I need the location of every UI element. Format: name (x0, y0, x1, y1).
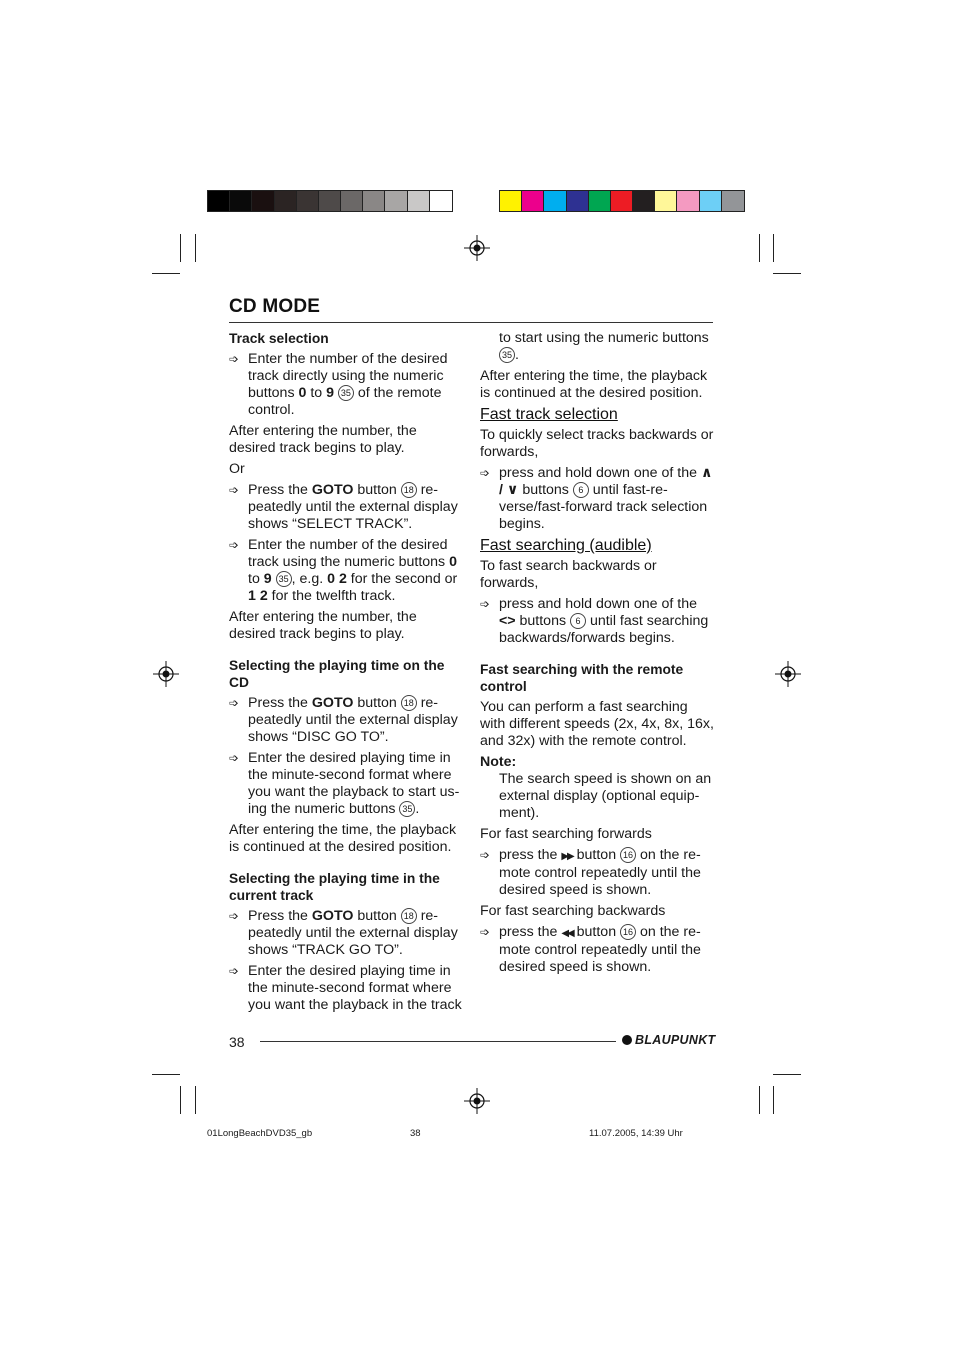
arrow-bullet-icon: ➩ (229, 483, 240, 497)
continued-instruction: to start using the numeric buttons 35 . (499, 330, 709, 363)
color-swatch (341, 191, 363, 211)
left-right-arrow-icon: <> (499, 613, 516, 629)
heading-fast-track-selection: Fast track selection (480, 406, 618, 423)
arrow-bullet-icon: ➩ (480, 925, 491, 939)
crop-mark (152, 273, 180, 274)
paragraph: Or (229, 461, 245, 477)
instruction-item: ➩ Enter the number of the desired track using the numeric buttons 0 to 9 35 , e.g. 0 2 for the second or 1 2 for the twelfth track. (229, 537, 458, 604)
color-swatch (544, 191, 566, 211)
color-swatch (611, 191, 633, 211)
heading-fast-searching-audible: Fast searching (audible) (480, 537, 652, 554)
footer-rule (260, 1041, 616, 1042)
instruction-item: ➩ press the ◀◀ button 16 on the re-mote control repeatedly until the desired speed is shown. (480, 924, 701, 975)
brand-logo: BLAUPUNKT (622, 1033, 715, 1047)
registration-mark-icon (464, 1088, 490, 1114)
note-label: Note: (480, 754, 517, 770)
heading-track-selection: Track selection (229, 331, 329, 346)
instruction-item: ➩ press and hold down one of the ∧ / ∨ buttons 6 until fast-re-verse/fast-forward track selection begins. (480, 465, 713, 532)
heading-remote-fast-search: Fast searching with the remote control (480, 662, 684, 694)
color-swatch (522, 191, 544, 211)
button-number-badge: 6 (573, 482, 589, 498)
registration-mark-icon (153, 661, 179, 687)
color-calibration-bar (499, 190, 745, 212)
color-swatch (567, 191, 589, 211)
crop-mark (180, 234, 181, 262)
instruction-item: ➩ Press the GOTO button 18 re-peatedly until the external display shows “DISC GO TO”. (229, 695, 458, 745)
color-swatch (408, 191, 430, 211)
crop-mark (759, 234, 760, 262)
page-title: CD MODE (229, 296, 321, 317)
crop-mark (152, 1074, 180, 1075)
right-column (480, 330, 716, 980)
logo-dot-icon (622, 1035, 632, 1045)
instruction-item: ➩ Press the GOTO button 18 re-peatedly until the external display shows “SELECT TRACK”. (229, 482, 458, 532)
color-swatch (722, 191, 744, 211)
paragraph: For fast searching backwards (480, 903, 666, 919)
paragraph: After entering the number, the desired track begins to play. (229, 423, 417, 456)
instruction-item: ➩ press and hold down one of the <> buttons 6 until fast searching backwards/forwards begins. (480, 596, 709, 646)
slug-filename: 01LongBeachDVD35_gb (207, 1128, 313, 1139)
button-number-badge: 16 (620, 924, 636, 940)
arrow-bullet-icon: ➩ (480, 466, 491, 480)
arrow-bullet-icon: ➩ (229, 352, 240, 366)
color-swatch (677, 191, 699, 211)
arrow-bullet-icon: ➩ (480, 848, 491, 862)
grayscale-color-bar (207, 190, 453, 212)
arrow-bullet-icon: ➩ (229, 964, 240, 978)
slug-page: 38 (410, 1128, 421, 1139)
color-swatch (430, 191, 452, 211)
instruction-item: ➩ Press the GOTO button 18 re-peatedly until the external display shows “TRACK GO TO”. (229, 908, 458, 958)
color-swatch (208, 191, 230, 211)
button-number-badge: 18 (401, 695, 417, 711)
color-swatch (633, 191, 655, 211)
instruction-item: ➩ Enter the desired playing time in the minute-second format where you want the playback to start us-ing the numeric buttons 35 . (229, 750, 460, 817)
paragraph: You can perform a fast searching with different speeds (2x, 4x, 8x, 16x, and 32x) with the remote control. (480, 699, 714, 749)
crop-mark (773, 1074, 801, 1075)
color-swatch (319, 191, 341, 211)
paragraph: After entering the time, the playback is continued at the desired position. (229, 822, 457, 855)
color-swatch (230, 191, 252, 211)
registration-mark-icon (464, 235, 490, 261)
color-swatch (589, 191, 611, 211)
crop-mark (195, 234, 196, 262)
button-number-badge: 35 (399, 801, 415, 817)
color-swatch (700, 191, 722, 211)
crop-mark (773, 273, 801, 274)
button-number-badge: 18 (401, 908, 417, 924)
page-number: 38 (229, 1034, 245, 1050)
arrow-bullet-icon: ➩ (229, 909, 240, 923)
instruction-item: ➩ press the ▶▶ button 16 on the re-mote control repeatedly until the desired speed is shown. (480, 847, 701, 898)
instruction-item: ➩ Enter the number of the desired track directly using the numeric buttons 0 to 9 35 of the remote control. (229, 351, 448, 418)
color-swatch (500, 191, 522, 211)
arrow-bullet-icon: ➩ (229, 751, 240, 765)
up-down-arrow-icon: ∧ / ∨ (499, 465, 713, 498)
rewind-icon: ◀◀ (561, 928, 573, 939)
color-swatch (363, 191, 385, 211)
left-column (229, 330, 465, 1018)
paragraph: After entering the number, the desired track begins to play. (229, 609, 417, 642)
arrow-bullet-icon: ➩ (229, 538, 240, 552)
arrow-bullet-icon: ➩ (480, 597, 491, 611)
crop-mark (180, 1086, 181, 1114)
color-swatch (297, 191, 319, 211)
button-number-badge: 6 (570, 613, 586, 629)
crop-mark (773, 1086, 774, 1114)
button-number-badge: 18 (401, 482, 417, 498)
button-number-badge: 16 (620, 847, 636, 863)
crop-mark (195, 1086, 196, 1114)
color-swatch (275, 191, 297, 211)
color-swatch (655, 191, 677, 211)
heading-selecting-time-cd: Selecting the playing time on the CD (229, 658, 445, 690)
button-number-badge: 35 (276, 571, 292, 587)
color-swatch (252, 191, 274, 211)
button-number-badge: 35 (499, 347, 515, 363)
crop-mark (773, 234, 774, 262)
paragraph: After entering the time, the playback is continued at the desired position. (480, 368, 708, 401)
note-text: The search speed is shown on an external display (optional equip-ment). (499, 771, 712, 821)
paragraph: To quickly select tracks backwards or forwards, (480, 427, 714, 460)
fast-forward-icon: ▶▶ (561, 851, 573, 862)
arrow-bullet-icon: ➩ (229, 696, 240, 710)
color-swatch (385, 191, 407, 211)
crop-mark (759, 1086, 760, 1114)
instruction-item: ➩ Enter the desired playing time in the minute-second format where you want the playback in the track (229, 963, 462, 1013)
paragraph: To fast search backwards or forwards, (480, 558, 657, 591)
button-number-badge: 35 (338, 385, 354, 401)
title-rule (229, 322, 713, 323)
slug-date: 11.07.2005, 14:39 Uhr (589, 1128, 683, 1139)
paragraph: For fast searching forwards (480, 826, 652, 842)
registration-mark-icon (775, 661, 801, 687)
heading-selecting-time-track: Selecting the playing time in the current track (229, 871, 440, 903)
